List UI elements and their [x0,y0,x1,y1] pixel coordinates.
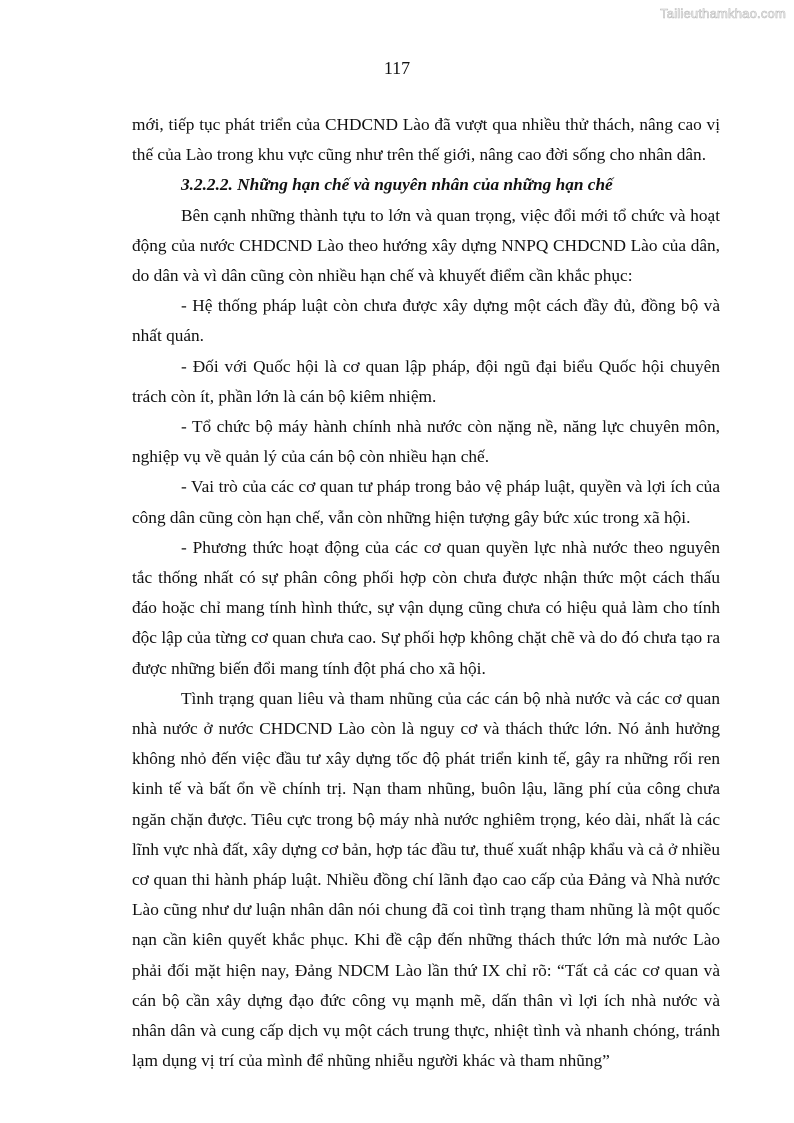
paragraph-corruption: Tình trạng quan liêu và tham nhũng của các cán bộ nhà nước và các cơ quan nhà nước ở nước CHDCND Lào còn là nguy cơ và thách thức lớn. Nó ảnh hưởng không nhỏ đến việc đầu tư xây dựng tốc độ phát triển kinh tế, gây ra những rối ren kinh tế và bất ổn về chính trị. Nạn tham nhũng, buôn lậu, lãng phí của công chưa ngăn chặn được. Tiêu cực trong bộ máy nhà nước nghiêm trọng, kéo dài, nhất là các lĩnh vực nhà đất, xây dựng cơ bản, hợp tác đầu tư, thuế xuất nhập khẩu và cả ở nhiều cơ quan thi hành pháp luật. Nhiều đồng chí lãnh đạo cao cấp của Đảng và Nhà nước Lào cũng như dư luận nhân dân nói chung đã coi tình trạng tham nhũng là một quốc nạn cần kiên quyết khắc phục. Khi đề cập đến những thách thức lớn mà nước Lào phải đối mặt hiện nay, Đảng NDCM Lào lần thứ IX chỉ rõ: “Tất cả các cơ quan và cán bộ cần xây dựng đạo đức công vụ mạnh mẽ, dấn thân vì lợi ích nhà nước và nhân dân và cung cấp dịch vụ một cách trung thực, nhiệt tình và nhanh chóng, tránh lạm dụng vị trí của mình để nhũng nhiễu người khác và tham nhũng” [132,688,720,1071]
page-number: 117 [383,58,411,78]
section-heading: 3.2.2.2. Những hạn chế và nguyên nhân của những hạn chế [181,175,613,195]
paragraph-intro: Bên cạnh những thành tựu to lớn và quan trọng, việc đổi mới tổ chức và hoạt động của nước CHDCND Lào theo hướng xây dựng NNPQ CHDCND Lào của dân, do dân và vì dân cũng còn nhiều hạn chế và khuyết điểm cần khắc phục: [132,205,720,286]
paragraph-continuation: mới, tiếp tục phát triển của CHDCND Lào đã vượt qua nhiều thử thách, nâng cao vị thế của Lào trong khu vực cũng như trên thế giới, nâng cao đời sống cho nhân dân. [132,115,720,165]
list-item-legal-system: - Hệ thống pháp luật còn chưa được xây dựng một cách đầy đủ, đồng bộ và nhất quán. [132,296,720,346]
list-item-national-assembly: - Đối với Quốc hội là cơ quan lập pháp, đội ngũ đại biểu Quốc hội chuyên trách còn ít, phần lớn là cán bộ kiêm nhiệm. [132,356,720,406]
document-body [132,110,720,1077]
list-item-operation-method: - Phương thức hoạt động của các cơ quan quyền lực nhà nước theo nguyên tắc thống nhất có sự phân công phối hợp còn chưa được nhận thức một cách thấu đáo hoặc chỉ mang tính hình thức, sự vận dụng cũng chưa có hiệu quả làm cho tính độc lập của từng cơ quan chưa cao. Sự phối hợp không chặt chẽ và do đó chưa tạo ra được những biến đổi mang tính đột phá cho xã hội. [132,537,720,678]
list-item-judicial: - Vai trò của các cơ quan tư pháp trong bảo vệ pháp luật, quyền và lợi ích của công dân cũng còn hạn chế, vẫn còn những hiện tượng gây bức xúc trong xã hội. [132,477,720,527]
list-item-administration: - Tổ chức bộ máy hành chính nhà nước còn nặng nề, năng lực chuyên môn, nghiệp vụ về quản lý của cán bộ còn nhiều hạn chế. [132,417,720,467]
watermark-text: Tailieuthamkhao.com [660,6,786,21]
